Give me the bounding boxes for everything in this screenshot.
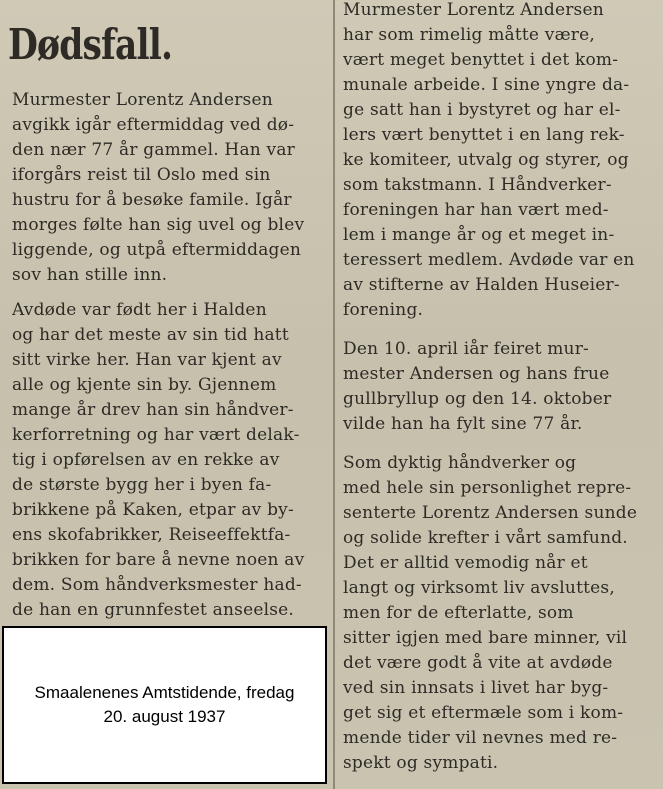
text-line: som takstmann. I Håndverker-	[343, 175, 612, 195]
text-line: lers vært benyttet i en lang rek-	[343, 125, 625, 145]
paragraph	[343, 0, 659, 323]
text-line: forening.	[343, 300, 424, 320]
text-line: de største bygg her i byen fa-	[12, 475, 272, 495]
left-column	[12, 88, 330, 623]
caption-box	[2, 626, 327, 784]
caption-line-1: Smaalenenes Amtstidende, fredag	[34, 683, 295, 702]
headline: Dødsfall.	[8, 20, 173, 69]
text-line: tig i opførelsen av en rekke av	[12, 450, 280, 470]
text-line: av stifterne av Halden Huseier-	[343, 275, 620, 295]
text-line: sitter igjen med bare minner, vil	[343, 628, 628, 648]
text-line: har som rimelig måtte være,	[343, 25, 595, 45]
text-line: vært meget benyttet i det kom-	[343, 50, 619, 70]
text-line: ge satt han i bystyret og har el-	[343, 100, 621, 120]
text-line: liggende, og utpå eftermiddagen	[12, 240, 302, 260]
text-line: mester Andersen og hans frue	[343, 364, 610, 384]
text-line: hustru for å besøke famile. Igår	[12, 190, 292, 210]
text-line: sitt virke her. Han var kjent av	[12, 350, 282, 370]
text-line: lem i mange år og et meget in-	[343, 225, 615, 245]
caption-line-2: 20. august 1937	[103, 707, 226, 726]
text-line: kerforretning og har vært delak-	[12, 425, 300, 445]
text-line: Murmester Lorentz Andersen	[12, 90, 273, 110]
text-line: mende tider vil nevnes med re-	[343, 728, 618, 748]
text-line: alle og kjente sin by. Gjennem	[12, 375, 277, 395]
text-line: og har det meste av sin tid hatt	[12, 325, 289, 345]
text-line: morges følte han sig uvel og blev	[12, 215, 305, 235]
paragraph	[12, 88, 330, 288]
text-line: senterte Lorentz Andersen sunde	[343, 503, 638, 523]
paragraph	[343, 337, 659, 437]
text-line: teressert medlem. Avdøde var en	[343, 250, 635, 270]
text-line: det være godt å vite at avdøde	[343, 653, 613, 673]
column-divider	[333, 0, 335, 789]
text-line: brikkene på Kaken, etpar av by-	[12, 500, 294, 520]
text-line: dem. Som håndverksmester had-	[12, 575, 302, 595]
text-line: Murmester Lorentz Andersen	[343, 0, 604, 20]
text-line: Det er alltid vemodig når et	[343, 553, 588, 573]
right-column	[343, 0, 659, 776]
text-line: Som dyktig håndverker og	[343, 453, 577, 473]
text-line: spekt og sympati.	[343, 753, 499, 773]
text-line: gullbryllup og den 14. oktober	[343, 389, 612, 409]
text-line: brikken for bare å nevne noen av	[12, 550, 305, 570]
text-line: munale arbeide. I sine yngre da-	[343, 75, 630, 95]
text-line: ke komiteer, utvalg og styrer, og	[343, 150, 629, 170]
text-line: men for de efterlatte, som	[343, 603, 574, 623]
text-line: ens skofabrikker, Reiseeffektfa-	[12, 525, 291, 545]
text-line: ved sin innsats i livet har byg-	[343, 678, 609, 698]
text-line: foreningen har han vært med-	[343, 200, 609, 220]
text-line: mange år drev han sin håndver-	[12, 400, 294, 420]
text-line: vilde han ha fylt sine 77 år.	[343, 414, 583, 434]
text-line: iforgårs reist til Oslo med sin	[12, 165, 271, 185]
text-line: den nær 77 år gammel. Han var	[12, 140, 295, 160]
text-line: de han en grunnfestet anseelse.	[12, 600, 295, 620]
text-line: sov han stille inn.	[12, 265, 168, 285]
text-line: Avdøde var født her i Halden	[12, 300, 267, 320]
text-line: Den 10. april iår feiret mur-	[343, 339, 589, 359]
text-line: og solide krefter i vårt samfund.	[343, 528, 628, 548]
text-line: med hele sin personlighet repre-	[343, 478, 632, 498]
text-line: avgikk igår eftermiddag ved dø-	[12, 115, 295, 135]
paragraph	[12, 298, 330, 623]
paragraph	[343, 451, 659, 776]
text-line: get sig et eftermæle som i kom-	[343, 703, 624, 723]
text-line: langt og virksomt liv avsluttes,	[343, 578, 615, 598]
